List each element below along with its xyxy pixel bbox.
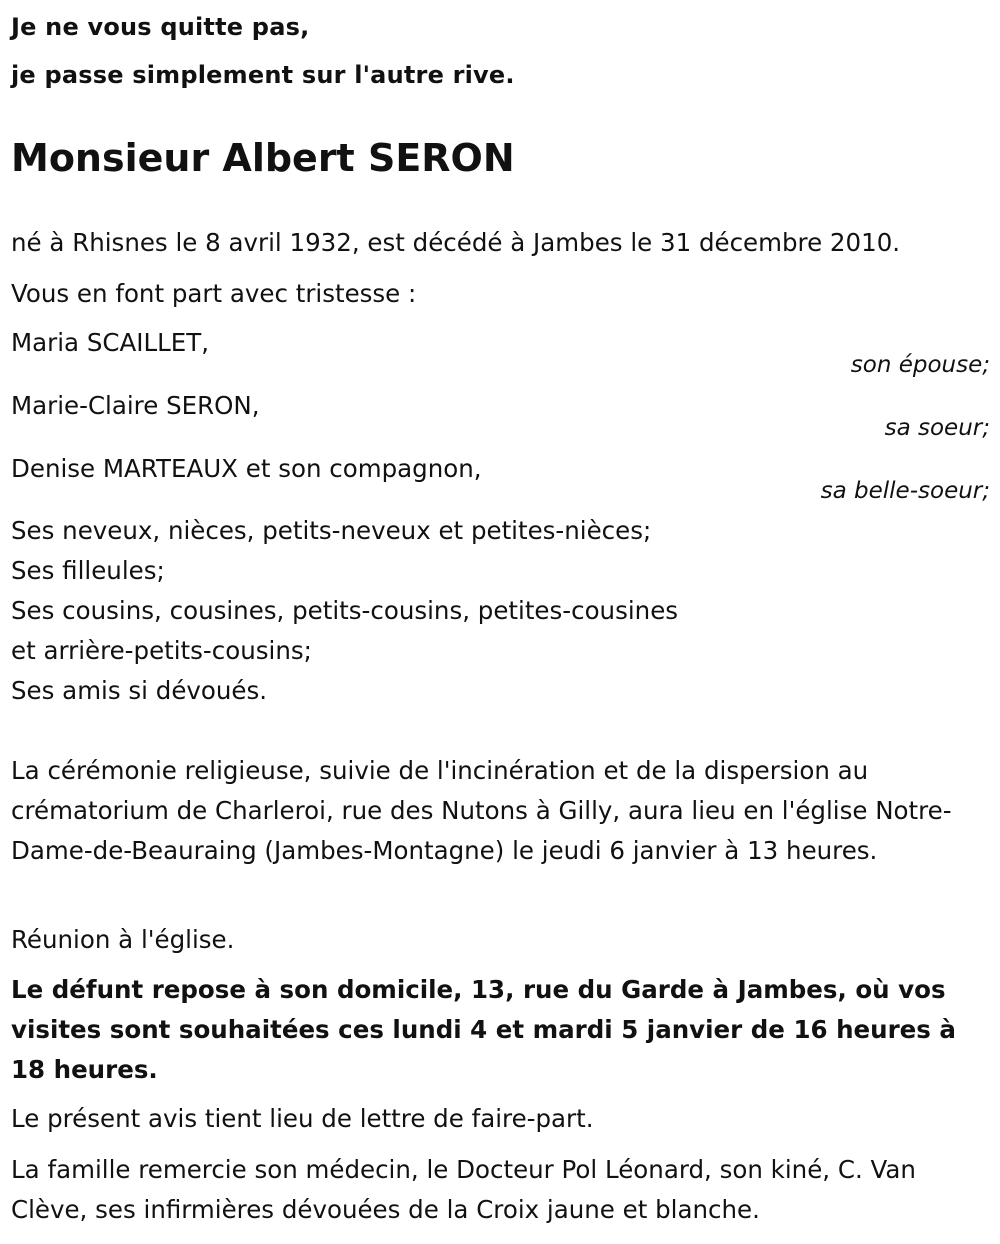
ceremony-paragraph: La cérémonie religieuse, suivie de l'incinération et de la dispersion au crématorium de Charleroi, rue des Nutons à Gilly, aura lieu en l'église Notre-Dame-de-Beauraing (Jambes-Montagne) le jeudi 6 janvier à 13 heures.: [11, 756, 952, 865]
visitation-paragraph: Le défunt repose à son domicile, 13, rue du Garde à Jambes, où vos visites sont souhaitées ces lundi 4 et mardi 5 janvier de 16 heures à 18 heures.: [11, 975, 956, 1084]
epigraph-line-2: je passe simplement sur l'autre rive.: [11, 61, 515, 89]
birth-death-line: né à Rhisnes le 8 avril 1932, est décédé à Jambes le 31 décembre 2010.: [11, 228, 901, 257]
relatives-line: Ses neveux, nièces, petits-neveux et petites-nièces;: [11, 516, 652, 545]
relatives-line: Ses amis si dévoués.: [11, 676, 268, 705]
family-member-name: Marie-Claire SERON,: [11, 391, 260, 420]
relatives-line: et arrière-petits-cousins;: [11, 636, 312, 665]
deceased-name: Monsieur Albert SERON: [11, 136, 515, 180]
announcement-intro: Vous en font part avec tristesse :: [11, 279, 417, 308]
relatives-line: Ses filleules;: [11, 556, 165, 585]
family-member-name: Maria SCAILLET,: [11, 328, 210, 357]
family-member-relation: son épouse;: [850, 352, 990, 378]
family-member-name: Denise MARTEAUX et son compagnon,: [11, 454, 482, 483]
family-member-relation: sa soeur;: [884, 415, 990, 441]
family-member-relation: sa belle-soeur;: [820, 478, 990, 504]
epigraph-line-1: Je ne vous quitte pas,: [11, 13, 310, 41]
meeting-paragraph: Réunion à l'église.: [11, 925, 235, 954]
thanks-paragraph: La famille remercie son médecin, le Docteur Pol Léonard, son kiné, C. Van Clève, ses infirmières dévouées de la Croix jaune et blanche.: [11, 1155, 916, 1224]
relatives-line: Ses cousins, cousines, petits-cousins, petites-cousines: [11, 596, 679, 625]
notice-paragraph: Le présent avis tient lieu de lettre de faire-part.: [11, 1104, 594, 1133]
